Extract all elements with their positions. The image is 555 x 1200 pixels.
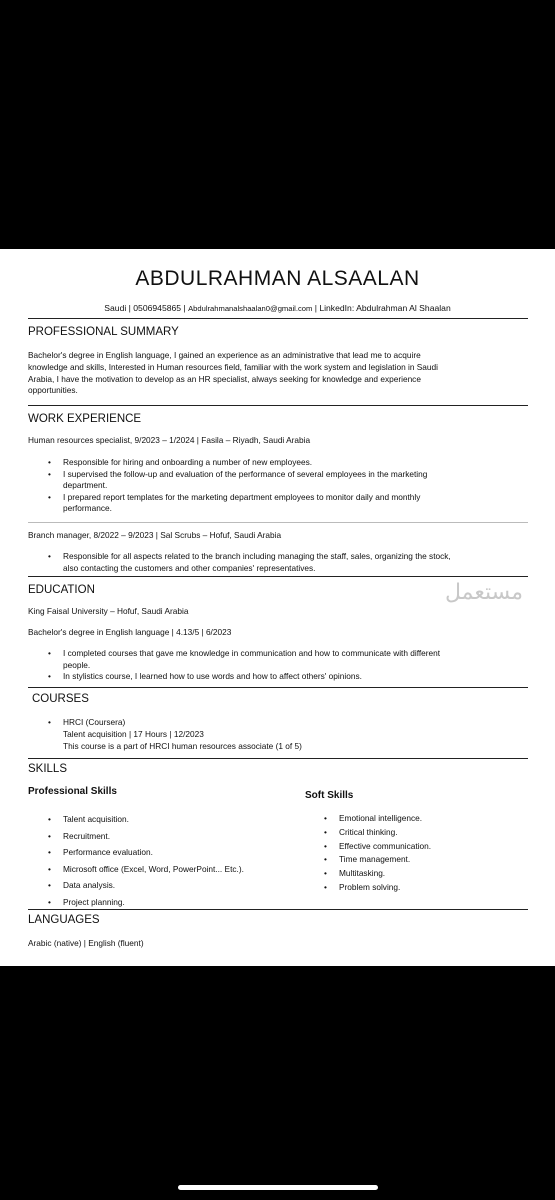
list-item: • Project planning. [48,894,244,911]
candidate-name: ABDULRAHMAN ALSAALAN [135,267,420,290]
divider [28,758,528,759]
job1-bullets [48,457,427,515]
list-item: • Effective communication. [324,840,431,854]
education-bullets [48,648,440,683]
list-item: performance. [63,503,112,514]
summary-text: Bachelor's degree in English language, I gained an experience as an administrative that lead me to acquire knowledge and skills, Interested in Human resources field, familiar with the work system and legislation in Saudi Arabia, I have the motivation to develop as an HR specialist, always seeking for knowledge and experience opportunities. [28,350,438,396]
contact-line: Saudi | 0506945865 | Abdulrahmanalshaalan0@gmail.com | LinkedIn: Abdulrahman Al Shaalan [104,303,451,313]
job2-title: Branch manager, 8/2022 – 9/2023 | Sal Scrubs – Hofuf, Saudi Arabia [28,530,282,540]
list-item: • Problem solving. [324,881,431,895]
work-heading: WORK EXPERIENCE [28,413,142,425]
divider [28,576,528,577]
divider [28,909,528,910]
soft-skills-heading: Soft Skills [305,790,354,801]
courses-heading: COURSES [32,693,89,705]
languages-text: Arabic (native) | English (fluent) [28,938,144,948]
divider [28,687,528,688]
list-item: • I completed courses that gave me knowledge in communication and how to communicate with different [48,648,440,660]
list-item: • Data analysis. [48,877,244,894]
list-item: • Multitasking. [324,867,431,881]
divider [28,405,528,406]
divider [28,318,528,319]
degree: Bachelor's degree in English language | 4.13/5 | 6/2023 [28,627,232,637]
school: King Faisal University – Hofuf, Saudi Arabia [28,606,189,616]
email-link[interactable]: Abdulrahmanalshaalan0@gmail.com [188,304,313,313]
watermark-logo: مستعمل [445,580,524,605]
list-item: • I supervised the follow-up and evaluation of the performance of several employees in the marketing [48,469,427,481]
list-item: • Talent acquisition. [48,811,244,828]
list-item: • Critical thinking. [324,826,431,840]
list-item: • Time management. [324,853,431,867]
education-heading: EDUCATION [28,584,95,596]
list-item: • Recruitment. [48,828,244,845]
summary-heading: PROFESSIONAL SUMMARY [28,326,179,338]
phone: 0506945865 [133,303,182,313]
skills-heading: SKILLS [28,763,67,775]
list-item: • Microsoft office (Excel, Word, PowerPoint... Etc.). [48,861,244,878]
list-item: department. [63,480,108,491]
list-item: • HRCI (Coursera) [48,717,125,729]
course-note: This course is a part of HRCI human resources associate (1 of 5) [63,741,302,751]
soft-skills-list [324,812,431,895]
list-item: • Performance evaluation. [48,844,244,861]
resume-page [0,249,555,966]
linkedin-link[interactable]: LinkedIn: Abdulrahman Al Shaalan [319,303,451,313]
list-item: • Responsible for all aspects related to the branch including managing the staff, sales, organizing the stock, [48,551,451,563]
list-item: people. [63,659,91,670]
list-item: • I prepared report templates for the marketing department employees to monitor daily and monthly [48,492,427,504]
home-indicator[interactable] [178,1185,378,1190]
list-item: also contacting the customers and other companies' representatives. [63,562,316,573]
professional-skills-list [48,811,244,910]
list-item: • In stylistics course, I learned how to use words and how to affect others' opinions. [48,671,440,683]
list-item: • Emotional intelligence. [324,812,431,826]
nationality: Saudi [104,303,127,313]
job2-bullets [48,551,451,574]
courses-list [48,717,125,729]
job1-title: Human resources specialist, 9/2023 – 1/2024 | Fasila – Riyadh, Saudi Arabia [28,435,311,445]
list-item: • Responsible for hiring and onboarding a number of new employees. [48,457,427,469]
professional-skills-heading: Professional Skills [28,786,117,797]
course-detail: Talent acquisition | 17 Hours | 12/2023 [63,729,204,739]
divider [28,522,528,523]
languages-heading: LANGUAGES [28,914,100,926]
